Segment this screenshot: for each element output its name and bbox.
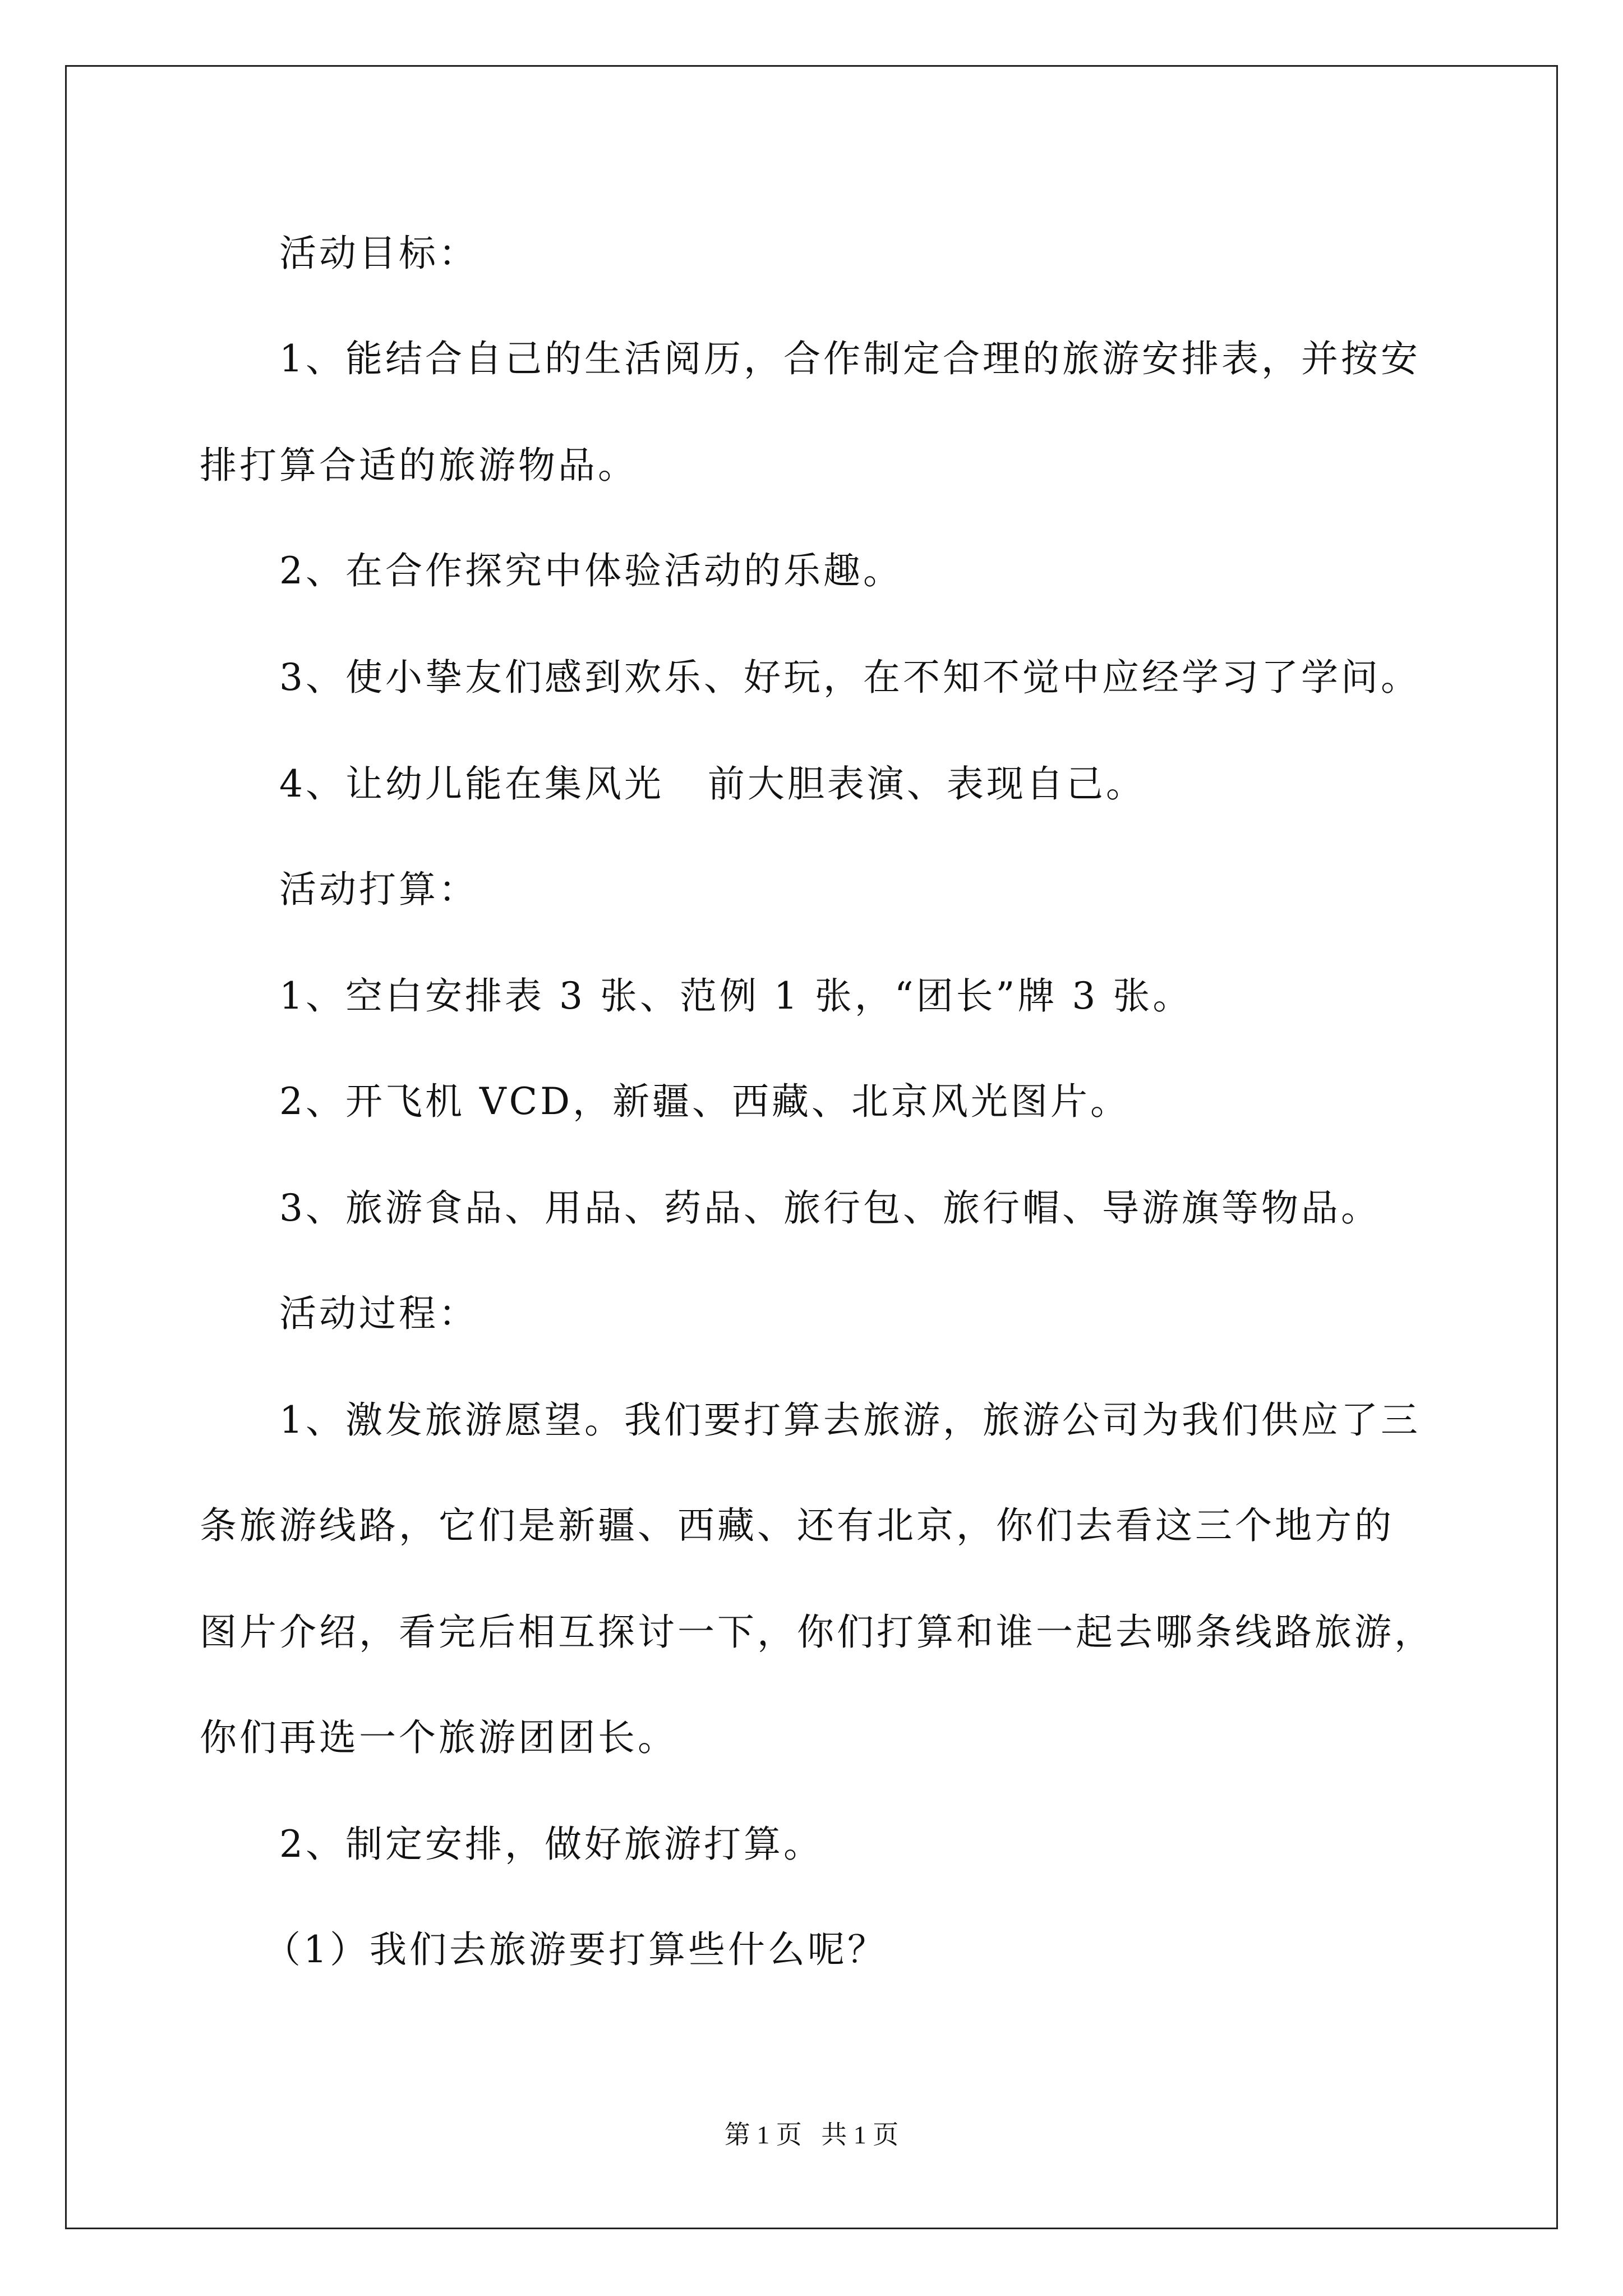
paragraph-line: 1、能结合自己的生活阅历，合作制定合理的旅游安排表，并按安: [279, 337, 1421, 380]
paragraph-line: 图片介绍，看完后相互探讨一下，你们打算和谁一起去哪条线路旅游，: [200, 1611, 1434, 1654]
heading-process: 活动过程：: [279, 1292, 478, 1335]
paragraph-line: 2、制定安排，做好旅游打算。: [279, 1823, 823, 1866]
paragraph-line: 条旅游线路，它们是新疆、西藏、还有北京，你们去看这三个地方的: [200, 1504, 1394, 1547]
paragraph-line: 排打算合适的旅游物品。: [200, 444, 638, 487]
paragraph-line: 2、在合作探究中体验活动的乐趣。: [279, 549, 903, 592]
heading-preparation: 活动打算：: [279, 868, 478, 911]
paragraph-line: 2、开飞机 VCD，新疆、西藏、北京风光图片。: [279, 1080, 1131, 1123]
paragraph-line: 你们再选一个旅游团团长。: [200, 1716, 677, 1759]
page-border: [65, 65, 1558, 2229]
heading-goals: 活动目标：: [279, 232, 478, 275]
paragraph-line: 3、旅游食品、用品、药品、旅行包、旅行帽、导游旗等物品。: [279, 1186, 1381, 1230]
paragraph-line: （1）我们去旅游要打算些什么呢？: [264, 1928, 887, 1971]
page-number-footer: 第 1 页 共 1 页: [724, 2120, 899, 2149]
paragraph-line: 1、激发旅游愿望。我们要打算去旅游，旅游公司为我们供应了三: [279, 1398, 1421, 1442]
paragraph-line: 1、空白安排表 3 张、范例 1 张，“团长”牌 3 张。: [279, 974, 1193, 1018]
paragraph-line: 4、让幼儿能在集风光 前大胆表演、表现自己。: [279, 762, 1146, 806]
paragraph-line: 3、使小挚友们感到欢乐、好玩，在不知不觉中应经学习了学问。: [279, 656, 1421, 699]
